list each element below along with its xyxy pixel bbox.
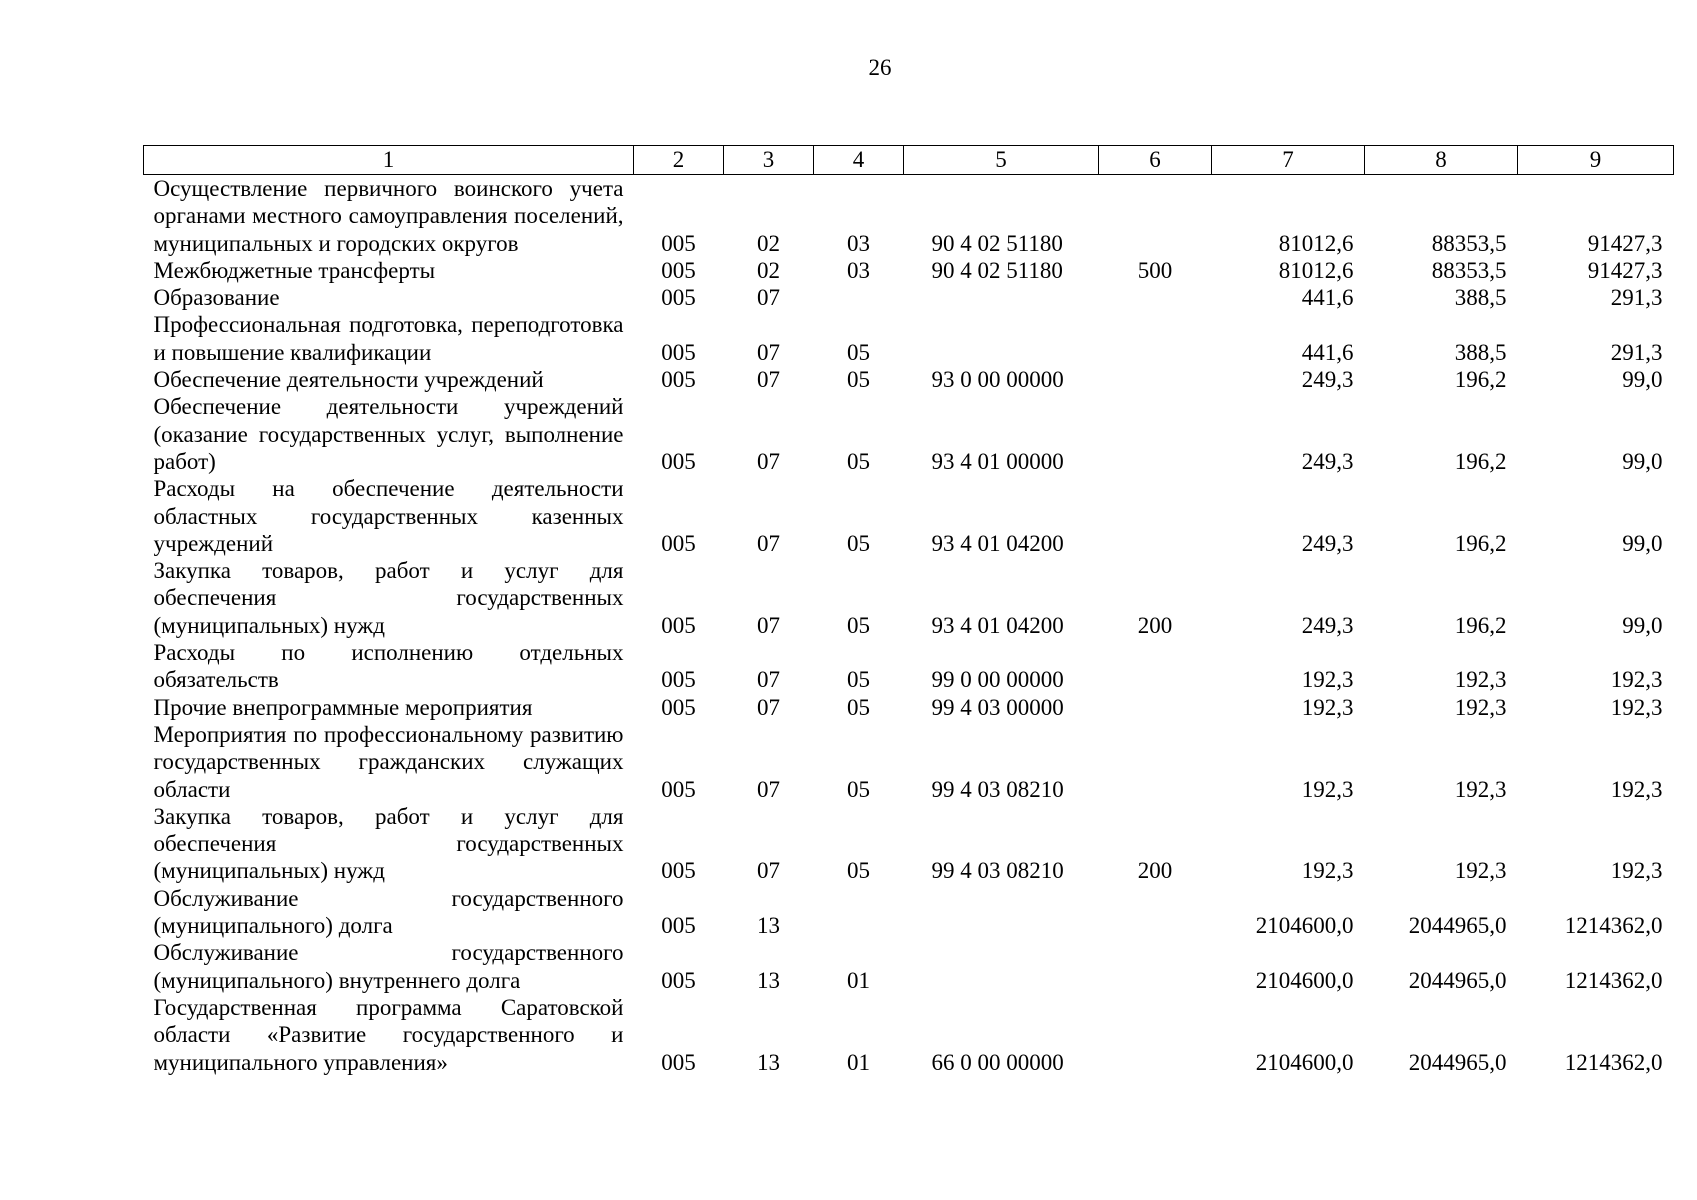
row-ved-code: 005 (661, 230, 696, 256)
table-row (144, 994, 1674, 1076)
row-subsection-code: 05 (847, 694, 870, 720)
row-name: Обслуживание государственного (муниципального) долга (153, 885, 624, 939)
row-section-code: 07 (757, 776, 780, 802)
row-amount-col9: 99,0 (1622, 612, 1663, 638)
row-expense-type (1099, 366, 1212, 393)
row-subsection-code: 05 (847, 339, 870, 365)
row-ved-code: 005 (661, 667, 696, 693)
row-amount-col7: 81012,6 (1278, 257, 1354, 283)
table-row (144, 393, 1674, 475)
row-target-article: 99 4 03 00000 (931, 694, 1064, 720)
row-section-code: 07 (757, 612, 780, 638)
table-row (144, 311, 1674, 366)
row-amount-col9: 91427,3 (1587, 230, 1663, 256)
header-col-1: 1 (144, 146, 634, 175)
row-amount-col7: 2104600,0 (1255, 967, 1354, 993)
row-expense-type (1099, 939, 1212, 994)
row-amount-col9: 192,3 (1610, 858, 1663, 884)
row-ved-code: 005 (661, 776, 696, 802)
header-col-3: 3 (724, 146, 814, 175)
row-amount-col9: 1214362,0 (1564, 1049, 1663, 1075)
row-subsection-code: 05 (847, 367, 870, 393)
row-ved-code: 005 (661, 285, 696, 311)
row-subsection-code (814, 284, 904, 311)
row-amount-col8: 196,2 (1454, 367, 1507, 393)
row-ved-code: 005 (661, 967, 696, 993)
row-section-code: 07 (757, 448, 780, 474)
row-amount-col8: 2044965,0 (1408, 1049, 1507, 1075)
row-section-code: 07 (757, 285, 780, 311)
table-row (144, 721, 1674, 803)
row-name: Обеспечение деятельности учреждений (оказание государственных услуг, выполнение работ) (153, 394, 624, 474)
header-col-4: 4 (814, 146, 904, 175)
row-subsection-code: 03 (847, 257, 870, 283)
row-name: Закупка товаров, работ и услуг для обеспечения государственных (муниципальных) нужд (153, 558, 624, 638)
row-amount-col9: 291,3 (1610, 339, 1663, 365)
row-amount-col8: 192,3 (1454, 667, 1507, 693)
table-row (144, 284, 1674, 311)
row-amount-col8: 2044965,0 (1408, 967, 1507, 993)
row-amount-col7: 2104600,0 (1255, 1049, 1354, 1075)
row-name: Межбюджетные трансферты (153, 257, 436, 283)
row-name: Прочие внепрограммные мероприятия (153, 694, 533, 720)
row-ved-code: 005 (661, 367, 696, 393)
row-amount-col9: 99,0 (1622, 530, 1663, 556)
row-ved-code: 005 (661, 448, 696, 474)
page-number: 26 (868, 55, 892, 80)
row-amount-col8: 192,3 (1454, 776, 1507, 802)
row-target-article: 93 4 01 00000 (931, 448, 1064, 474)
row-expense-type: 500 (1137, 257, 1173, 283)
row-target-article: 99 4 03 08210 (931, 776, 1064, 802)
row-target-article (904, 284, 1099, 311)
row-ved-code: 005 (661, 858, 696, 884)
row-section-code: 02 (757, 257, 780, 283)
table-row (144, 475, 1674, 557)
row-target-article: 93 4 01 04200 (931, 612, 1064, 638)
row-amount-col8: 88353,5 (1431, 257, 1507, 283)
header-col-7: 7 (1212, 146, 1365, 175)
header-row (144, 146, 1674, 175)
row-amount-col7: 249,3 (1301, 367, 1354, 393)
table-body (144, 175, 1674, 1076)
row-name: Закупка товаров, работ и услуг для обеспечения государственных (муниципальных) нужд (153, 803, 624, 884)
row-subsection-code: 01 (847, 1049, 870, 1075)
header-col-9: 9 (1518, 146, 1674, 175)
row-amount-col7: 249,3 (1301, 448, 1354, 474)
table-row (144, 257, 1674, 284)
row-amount-col7: 192,3 (1301, 776, 1354, 802)
row-amount-col7: 249,3 (1301, 612, 1354, 638)
row-amount-col9: 91427,3 (1587, 257, 1663, 283)
row-name: Мероприятия по профессиональному развитию государственных гражданских служащих области (153, 721, 624, 802)
row-amount-col7: 441,6 (1301, 285, 1354, 311)
row-section-code: 07 (757, 667, 780, 693)
row-amount-col8: 196,2 (1454, 530, 1507, 556)
row-amount-col9: 1214362,0 (1564, 913, 1663, 939)
row-expense-type (1099, 393, 1212, 475)
row-amount-col8: 388,5 (1454, 339, 1507, 365)
row-section-code: 13 (757, 967, 780, 993)
row-ved-code: 005 (661, 257, 696, 283)
row-section-code: 13 (757, 913, 780, 939)
table-row (144, 885, 1674, 940)
row-name: Расходы на обеспечение деятельности областных государственных казенных учреждений (153, 476, 624, 556)
row-subsection-code: 03 (847, 230, 870, 256)
row-amount-col7: 192,3 (1301, 667, 1354, 693)
row-target-article: 66 0 00 00000 (931, 1049, 1064, 1075)
row-amount-col8: 192,3 (1454, 858, 1507, 884)
row-name: Осуществление первичного воинского учета органами местного самоуправления поселений, муниципальных и городских округов (153, 176, 624, 256)
row-ved-code: 005 (661, 913, 696, 939)
row-expense-type: 200 (1137, 858, 1173, 884)
row-name: Обеспечение деятельности учреждений (153, 367, 544, 393)
row-amount-col9: 291,3 (1610, 285, 1663, 311)
header-col-2: 2 (634, 146, 724, 175)
row-section-code: 07 (757, 339, 780, 365)
row-amount-col9: 99,0 (1622, 448, 1663, 474)
row-section-code: 07 (757, 367, 780, 393)
row-subsection-code: 01 (847, 967, 870, 993)
row-amount-col7: 81012,6 (1278, 230, 1354, 256)
row-amount-col7: 192,3 (1301, 858, 1354, 884)
row-subsection-code: 05 (847, 530, 870, 556)
row-name: Государственная программа Саратовской области «Развитие государственного и муниципального управления» (153, 994, 624, 1075)
row-expense-type (1099, 694, 1212, 721)
row-ved-code: 005 (661, 1049, 696, 1075)
row-ved-code: 005 (661, 339, 696, 365)
row-target-article: 90 4 02 51180 (931, 230, 1063, 256)
row-amount-col9: 1214362,0 (1564, 967, 1663, 993)
row-expense-type (1099, 639, 1212, 694)
table-row (144, 175, 1674, 257)
table-header (144, 146, 1674, 175)
row-ved-code: 005 (661, 612, 696, 638)
row-name: Образование (153, 285, 280, 311)
row-subsection-code: 05 (847, 448, 870, 474)
row-amount-col8: 196,2 (1454, 612, 1507, 638)
row-section-code: 13 (757, 1049, 780, 1075)
row-expense-type (1099, 475, 1212, 557)
table-row (144, 366, 1674, 393)
budget-table (143, 145, 1674, 1076)
row-amount-col9: 192,3 (1610, 776, 1663, 802)
row-expense-type (1099, 721, 1212, 803)
row-target-article (904, 311, 1099, 366)
table-row (144, 803, 1674, 885)
row-amount-col7: 192,3 (1301, 694, 1354, 720)
row-expense-type: 200 (1137, 612, 1173, 638)
row-expense-type (1099, 311, 1212, 366)
table-row (144, 639, 1674, 694)
row-amount-col8: 388,5 (1454, 285, 1507, 311)
row-subsection-code: 05 (847, 776, 870, 802)
row-target-article (904, 885, 1099, 940)
row-expense-type (1099, 284, 1212, 311)
row-ved-code: 005 (661, 530, 696, 556)
row-section-code: 07 (757, 694, 780, 720)
row-target-article (904, 939, 1099, 994)
row-amount-col8: 88353,5 (1431, 230, 1507, 256)
budget-table-container (143, 145, 1673, 1076)
row-subsection-code: 05 (847, 612, 870, 638)
row-ved-code: 005 (661, 694, 696, 720)
row-name: Обслуживание государственного (муниципального) внутреннего долга (153, 940, 624, 993)
header-col-6: 6 (1099, 146, 1212, 175)
row-name: Расходы по исполнению отдельных обязательств (153, 640, 624, 693)
row-amount-col8: 2044965,0 (1408, 913, 1507, 939)
row-section-code: 07 (757, 858, 780, 884)
row-expense-type (1099, 994, 1212, 1076)
table-row (144, 939, 1674, 994)
row-subsection-code (814, 885, 904, 940)
row-amount-col9: 99,0 (1622, 367, 1663, 393)
table-row (144, 557, 1674, 639)
row-target-article: 99 0 00 00000 (931, 667, 1064, 693)
header-col-8: 8 (1365, 146, 1518, 175)
row-subsection-code: 05 (847, 858, 870, 884)
row-amount-col7: 441,6 (1301, 339, 1354, 365)
row-name: Профессиональная подготовка, переподготовка и повышение квалификации (153, 312, 624, 365)
table-row (144, 694, 1674, 721)
row-section-code: 07 (757, 530, 780, 556)
row-target-article: 90 4 02 51180 (931, 257, 1063, 283)
row-expense-type (1099, 175, 1212, 257)
row-amount-col7: 2104600,0 (1255, 913, 1354, 939)
row-amount-col9: 192,3 (1610, 694, 1663, 720)
row-target-article: 99 4 03 08210 (931, 858, 1064, 884)
row-amount-col9: 192,3 (1610, 667, 1663, 693)
row-target-article: 93 0 00 00000 (931, 367, 1064, 393)
row-subsection-code: 05 (847, 667, 870, 693)
row-target-article: 93 4 01 04200 (931, 530, 1064, 556)
row-amount-col8: 196,2 (1454, 448, 1507, 474)
row-expense-type (1099, 885, 1212, 940)
row-amount-col8: 192,3 (1454, 694, 1507, 720)
row-amount-col7: 249,3 (1301, 530, 1354, 556)
row-section-code: 02 (757, 230, 780, 256)
header-col-5: 5 (904, 146, 1099, 175)
